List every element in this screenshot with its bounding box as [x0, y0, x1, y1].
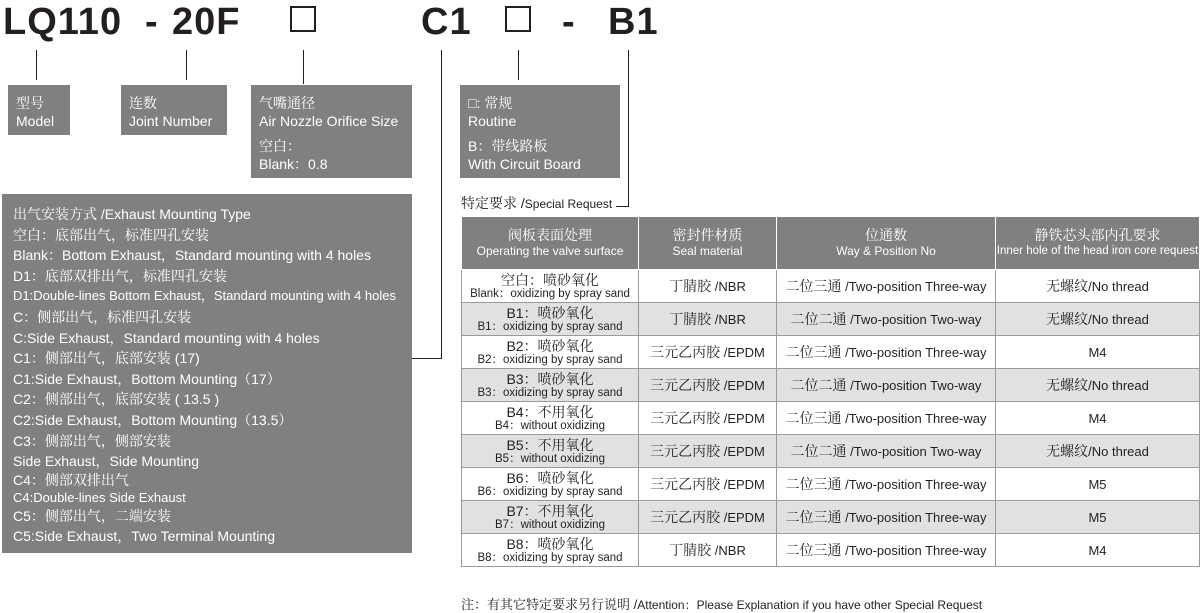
special-request-label [461, 193, 612, 213]
header-surface-en: Operating the valve surface [476, 244, 624, 258]
way-cn: 二位三通 [785, 476, 842, 492]
surface-en: B7：without oxidizing [495, 518, 605, 531]
code-dash-2: - [562, 1, 576, 43]
seal-en: /EPDM [723, 510, 765, 525]
attention-note-cn: 注：有其它特定要求另行说明 / [461, 597, 638, 612]
surface-cn: B4：不用氧化 [506, 403, 594, 420]
cell-way [777, 468, 996, 501]
code-prefix: LQ110 [3, 1, 123, 43]
mounting-line: Side Exhaust，Side Mounting [13, 453, 199, 470]
way-en: /Two-position Two-way [850, 444, 982, 459]
code-board-square [505, 6, 531, 32]
joint-label-en: Joint Number [129, 113, 213, 129]
mounting-line: D1：底部双排出气，标准四孔安装 [13, 267, 227, 284]
nozzle-blank-en: Blank：0.8 [259, 156, 328, 172]
way-en: /Two-position Three-way [845, 543, 987, 558]
cell-seal [639, 534, 777, 567]
nozzle-blank-cn: 空白： [259, 138, 301, 154]
board-routine-cn: □: 常规 [468, 95, 513, 111]
cell-way [777, 435, 996, 468]
cell-way [777, 534, 996, 567]
hole-en: /No thread [1088, 279, 1149, 294]
surface-cn: B1：喷砂氧化 [506, 304, 594, 321]
special-request-table [461, 216, 1200, 567]
hole-en: /No thread [1088, 378, 1149, 393]
way-en: /Two-position Three-way [845, 411, 987, 426]
header-way-cn: 位通数 [865, 227, 907, 243]
mounting-line: C3：侧部出气，侧部安装 [13, 432, 171, 449]
special-request-cn: 特定要求 / [461, 195, 525, 211]
mounting-line: C4：侧部双排出气 [13, 471, 129, 488]
mounting-title: 出气安装方式 /Exhaust Mounting Type [13, 206, 251, 222]
cell-hole [996, 534, 1200, 567]
cell-hole [996, 501, 1200, 534]
mounting-line: C5：侧部出气，二端安装 [13, 507, 171, 524]
seal-en: /NBR [714, 543, 746, 558]
hole-cn: 无螺纹 [1046, 443, 1089, 459]
connector-request-v [628, 50, 629, 206]
cell-seal [639, 468, 777, 501]
seal-cn: 三元乙丙胶 [650, 509, 721, 525]
seal-en: /EPDM [723, 477, 765, 492]
table-row [462, 435, 1200, 468]
way-cn: 二位三通 [785, 509, 842, 525]
attention-note [461, 594, 982, 613]
way-en: /Two-position Three-way [845, 477, 987, 492]
cell-surface [462, 369, 639, 402]
cell-surface [462, 402, 639, 435]
table-row [462, 270, 1200, 303]
cell-hole [996, 303, 1200, 336]
header-seal-cn: 密封件材质 [672, 227, 743, 243]
model-box [8, 85, 70, 135]
header-seal [639, 217, 777, 270]
surface-en: B3：oxidizing by spray sand [477, 386, 623, 399]
cell-seal [639, 402, 777, 435]
way-en: /Two-position Three-way [845, 345, 987, 360]
hole-en: /No thread [1088, 444, 1149, 459]
surface-en: B8：oxidizing by spray sand [477, 551, 623, 564]
connector-nozzle [303, 50, 304, 84]
code-joint: 20F [172, 1, 241, 43]
cell-hole [996, 468, 1200, 501]
seal-en: /EPDM [723, 345, 765, 360]
way-cn: 二位三通 [785, 542, 842, 558]
hole-cn: 无螺纹 [1046, 311, 1089, 327]
header-surface-cn: 阀板表面处理 [508, 227, 592, 243]
surface-cn: B3：喷砂氧化 [506, 370, 594, 387]
surface-cn: B7：不用氧化 [506, 502, 594, 519]
hole-en: M4 [1088, 543, 1107, 558]
cell-surface [462, 501, 639, 534]
mounting-line: Blank：Bottom Exhaust，Standard mounting with 4 holes [13, 247, 371, 264]
header-way [777, 217, 996, 270]
nozzle-label-en: Air Nozzle Orifice Size [259, 113, 399, 129]
board-circuit-en: With Circuit Board [468, 156, 581, 172]
special-request-en: Special Request [524, 197, 613, 211]
way-en: /Two-position Two-way [850, 312, 982, 327]
mounting-line: C：侧部出气，标准四孔安装 [13, 308, 192, 325]
way-cn: 二位三通 [785, 344, 842, 360]
surface-cn: B5：不用氧化 [506, 436, 594, 453]
cell-way [777, 270, 996, 303]
way-cn: 二位三通 [785, 410, 842, 426]
table-row [462, 534, 1200, 567]
header-way-en: Way & Position No [836, 244, 936, 258]
board-box [460, 85, 620, 178]
cell-seal [639, 270, 777, 303]
hole-en: M4 [1088, 345, 1107, 360]
mounting-line: C4:Double-lines Side Exhaust [13, 489, 186, 505]
code-c1: C1 [421, 1, 472, 43]
joint-label-cn: 连数 [129, 95, 157, 111]
seal-cn: 三元乙丙胶 [650, 443, 721, 459]
header-hole-cn: 静铁芯头部内孔要求 [1034, 227, 1161, 243]
way-cn: 二位二通 [790, 443, 847, 459]
cell-seal [639, 336, 777, 369]
surface-cn: B8：喷砂氧化 [506, 535, 594, 552]
way-cn: 二位二通 [790, 311, 847, 327]
table-row [462, 369, 1200, 402]
table-row [462, 336, 1200, 369]
cell-hole [996, 270, 1200, 303]
way-en: /Two-position Three-way [845, 279, 987, 294]
table-row [462, 402, 1200, 435]
cell-surface [462, 468, 639, 501]
header-surface [462, 217, 639, 270]
connector-joint [186, 50, 187, 80]
seal-cn: 丁腈胶 [669, 542, 712, 558]
code-b1: B1 [608, 1, 659, 43]
connector-mounting-h [412, 358, 442, 359]
cell-surface [462, 534, 639, 567]
way-cn: 二位三通 [785, 278, 842, 294]
cell-seal [639, 501, 777, 534]
seal-en: /NBR [714, 312, 746, 327]
code-nozzle-square [290, 6, 316, 32]
cell-seal [639, 435, 777, 468]
surface-en: Blank：oxidizing by spray sand [470, 287, 630, 300]
table-header-row [462, 217, 1200, 270]
cell-seal [639, 303, 777, 336]
seal-en: /NBR [714, 279, 746, 294]
nozzle-label-cn: 气嘴通径 [259, 95, 315, 111]
mounting-line: C:Side Exhaust，Standard mounting with 4 holes [13, 329, 320, 346]
seal-cn: 三元乙丙胶 [650, 377, 721, 393]
connector-mounting-v [441, 50, 442, 358]
hole-en: M4 [1088, 411, 1107, 426]
table-row [462, 501, 1200, 534]
board-routine-en: Routine [468, 113, 517, 129]
seal-cn: 丁腈胶 [669, 278, 712, 294]
cell-surface [462, 336, 639, 369]
hole-cn: 无螺纹 [1046, 377, 1089, 393]
cell-hole [996, 336, 1200, 369]
surface-en: B1：oxidizing by spray sand [477, 320, 623, 333]
cell-surface [462, 303, 639, 336]
code-dash-1: - [145, 1, 159, 43]
cell-seal [639, 369, 777, 402]
seal-en: /EPDM [723, 444, 765, 459]
mounting-line: C2:Side Exhaust，Bottom Mounting（13.5） [13, 411, 293, 428]
surface-cn: B6：喷砂氧化 [506, 469, 594, 486]
seal-cn: 三元乙丙胶 [650, 476, 721, 492]
surface-en: B2：oxidizing by spray sand [477, 353, 623, 366]
table-row [462, 303, 1200, 336]
cell-hole [996, 369, 1200, 402]
nozzle-box [251, 85, 412, 178]
table-row [462, 468, 1200, 501]
cell-way [777, 501, 996, 534]
surface-cn: 空白：喷砂氧化 [501, 271, 599, 288]
attention-note-en: Attention：Please Explanation if you have other Special Request [637, 598, 983, 612]
seal-en: /EPDM [723, 411, 765, 426]
cell-way [777, 336, 996, 369]
model-label-cn: 型号 [16, 95, 44, 111]
hole-en: M5 [1088, 510, 1107, 525]
mounting-line: C2：侧部出气，底部安装 ( 13.5 ) [13, 391, 220, 408]
connector-model [36, 50, 37, 80]
surface-en: B6：oxidizing by spray sand [477, 485, 623, 498]
cell-hole [996, 402, 1200, 435]
mounting-line: 空白：底部出气，标准四孔安装 [13, 226, 209, 243]
hole-en: M5 [1088, 477, 1107, 492]
way-cn: 二位二通 [790, 377, 847, 393]
header-hole-en: Inner hole of the head iron core request [996, 245, 1199, 257]
surface-en: B5：without oxidizing [495, 452, 605, 465]
cell-surface [462, 270, 639, 303]
hole-en: /No thread [1088, 312, 1149, 327]
cell-way [777, 369, 996, 402]
mounting-line: C5:Side Exhaust，Two Terminal Mounting [13, 528, 275, 545]
model-label-en: Model [16, 113, 55, 129]
connector-board [518, 50, 519, 80]
hole-cn: 无螺纹 [1046, 278, 1089, 294]
cell-way [777, 402, 996, 435]
joint-box [121, 85, 227, 135]
seal-cn: 三元乙丙胶 [650, 344, 721, 360]
seal-en: /EPDM [723, 378, 765, 393]
seal-cn: 三元乙丙胶 [650, 410, 721, 426]
way-en: /Two-position Two-way [850, 378, 982, 393]
way-en: /Two-position Three-way [845, 510, 987, 525]
cell-way [777, 303, 996, 336]
mounting-line: C1：侧部出气，底部安装 (17) [13, 350, 200, 367]
cell-hole [996, 435, 1200, 468]
seal-cn: 丁腈胶 [669, 311, 712, 327]
board-circuit-cn: B：带线路板 [468, 138, 548, 154]
header-seal-en: Seal material [672, 244, 743, 258]
mounting-line: D1:Double-lines Bottom Exhaust，Standard mounting with 4 holes [13, 288, 396, 304]
connector-request-h [616, 206, 629, 207]
mounting-box [2, 194, 412, 553]
surface-cn: B2：喷砂氧化 [506, 337, 594, 354]
surface-en: B4：without oxidizing [495, 419, 605, 432]
mounting-line: C1:Side Exhaust，Bottom Mounting（17） [13, 370, 281, 387]
header-hole [996, 217, 1200, 270]
cell-surface [462, 435, 639, 468]
